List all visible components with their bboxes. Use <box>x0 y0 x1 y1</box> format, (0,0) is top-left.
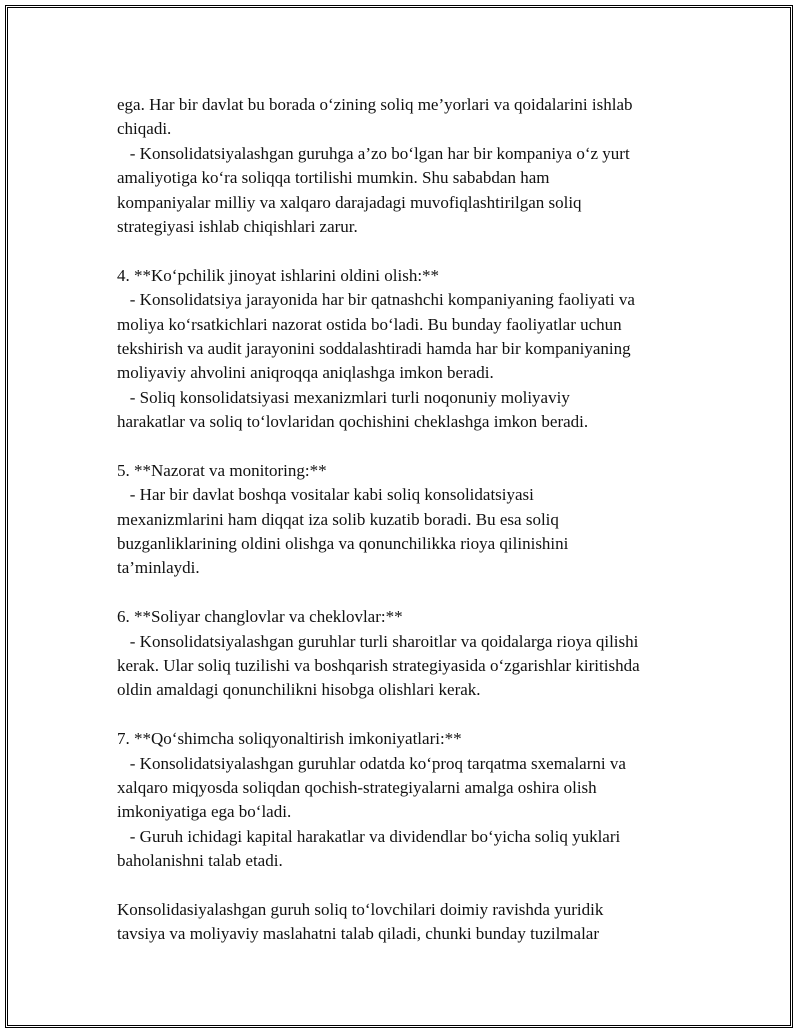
text-line: moliya ko‘rsatkichlari nazorat ostida bo‘ladi. Bu bunday faoliyatlar uchun <box>117 314 622 334</box>
text-line: buzganliklarining oldini olishga va qonunchilikka rioya qilinishini <box>117 534 569 554</box>
text-line: oldin amaldagi qonunchilikni hisobga olishlari kerak. <box>117 680 481 700</box>
blank-line <box>117 581 737 605</box>
text-line: kerak. Ular soliq tuzilishi va boshqarish strategiyasida o‘zgarishlar kiritishda <box>117 655 640 675</box>
section-heading: 4. **Ko‘pchilik jinoyat ishlarini oldini olish:** <box>117 265 440 285</box>
text-line: strategiyasi ishlab chiqishlari zarur. <box>117 216 358 236</box>
text-line: ta’minlaydi. <box>117 558 200 578</box>
text-line: tekshirish va audit jarayonini soddalashtiradi hamda har bir kompaniyaning <box>117 338 631 358</box>
blank-line <box>117 703 737 727</box>
text-line: tavsiya va moliyaviy maslahatni talab qiladi, chunki bunday tuzilmalar <box>117 924 600 944</box>
blank-line <box>117 434 737 458</box>
text-line: - Konsolidatsiyalashgan guruhlar odatda ko‘proq tarqatma sxemalarni va <box>117 753 626 773</box>
text-line: kompaniyalar milliy va xalqaro darajadagi muvofiqlashtirilgan soliq <box>117 192 582 212</box>
text-line: chiqadi. <box>117 119 172 139</box>
text-line: xalqaro miqyosda soliqdan qochish-strategiyalarni amalga oshira olish <box>117 777 597 797</box>
text-line: - Konsolidatsiya jarayonida har bir qatnashchi kompaniyaning faoliyati va <box>117 290 635 310</box>
blank-line <box>117 874 737 898</box>
blank-line <box>117 239 737 263</box>
text-line: - Konsolidatsiyalashgan guruhlar turli sharoitlar va qoidalarga rioya qilishi <box>117 631 639 651</box>
text-line: - Har bir davlat boshqa vositalar kabi soliq konsolidatsiyasi <box>117 485 534 505</box>
text-line: imkoniyatiga ega bo‘ladi. <box>117 802 292 822</box>
text-line: - Soliq konsolidatsiyasi mexanizmlari turli noqonuniy moliyaviy <box>117 387 570 407</box>
text-line: harakatlar va soliq to‘lovlaridan qochishini cheklashga imkon beradi. <box>117 412 589 432</box>
text-line: ega. Har bir davlat bu borada o‘zining soliq me’yorlari va qoidalarini ishlab <box>117 95 633 114</box>
text-line: mexanizmlarini ham diqqat iza solib kuzatib boradi. Bu esa soliq <box>117 509 559 529</box>
section-heading: 6. **Soliyar changlovlar va cheklovlar:** <box>117 607 403 627</box>
section-heading: 7. **Qo‘shimcha soliqyonaltirish imkoniyatlari:** <box>117 729 462 749</box>
text-line: - Konsolidatsiyalashgan guruhga a’zo bo‘lgan har bir kompaniya o‘z yurt <box>117 143 630 163</box>
text-line: baholanishni talab etadi. <box>117 851 283 871</box>
section-heading: 5. **Nazorat va monitoring:** <box>117 460 327 480</box>
document-body <box>117 93 737 947</box>
text-line: - Guruh ichidagi kapital harakatlar va dividendlar bo‘yicha soliq yuklari <box>117 826 621 846</box>
text-line: moliyaviy ahvolini aniqroqqa aniqlashga imkon beradi. <box>117 363 494 383</box>
text-line: amaliyotiga ko‘ra soliqqa tortilishi mumkin. Shu sababdan ham <box>117 168 550 188</box>
text-line: Konsolidasiyalashgan guruh soliq to‘lovchilari doimiy ravishda yuridik <box>117 899 604 919</box>
